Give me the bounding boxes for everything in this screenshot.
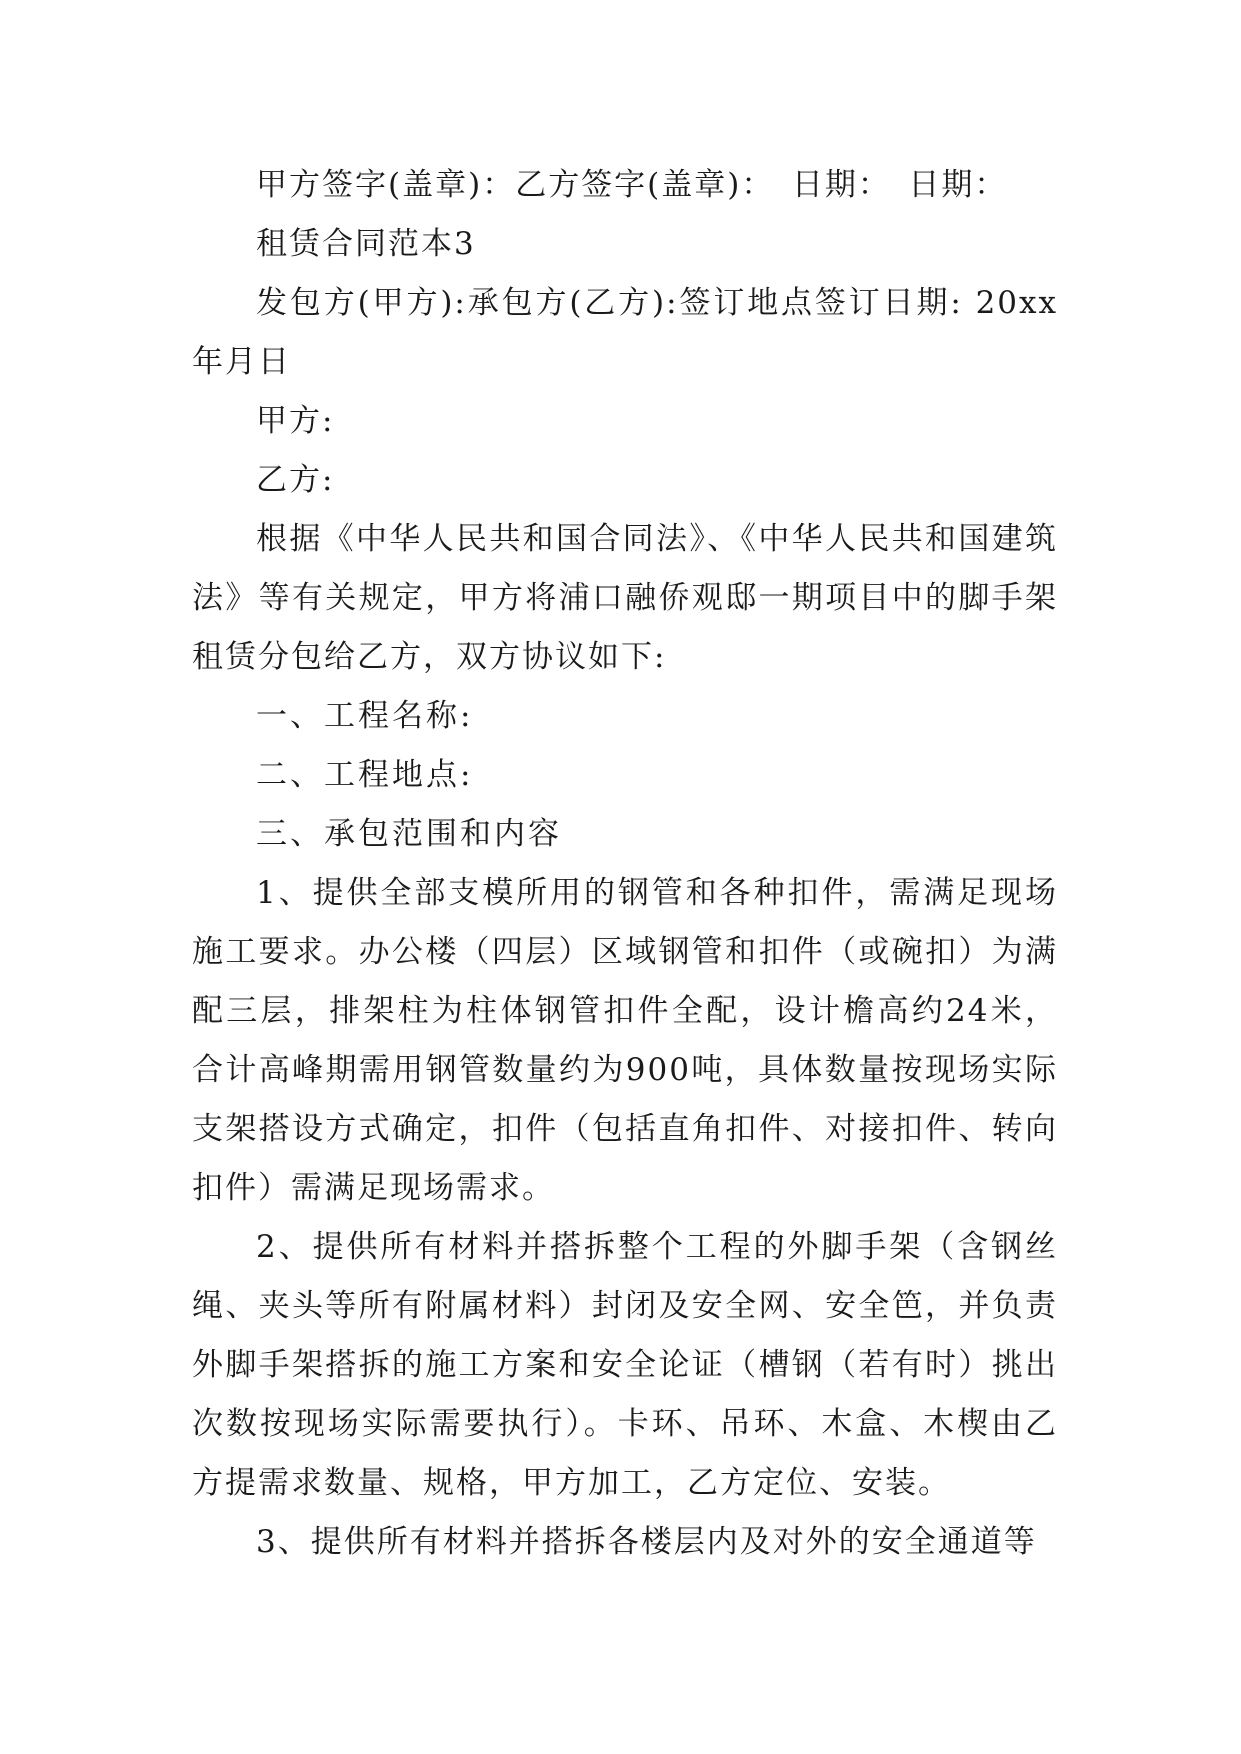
party-b-line: 乙方: — [256, 462, 335, 498]
signature-line: 甲方签字(盖章)：乙方签字(盖章)： 日期： 日期： — [256, 167, 1008, 203]
document-page — [192, 156, 1058, 1572]
section-project-location: 二、工程地点: — [256, 757, 474, 793]
scope-item-3: 3、提供所有材料并搭拆各楼层内及对外的安全通道等 — [256, 1524, 1037, 1560]
party-a-line: 甲方: — [256, 403, 335, 439]
contract-title: 租赁合同范本3 — [256, 226, 476, 262]
parties-line: 发包方(甲方):承包方(乙方):签订地点签订日期: 20xx年月日 — [192, 285, 1058, 380]
scope-item-1: 1、提供全部支模所用的钢管和各种扣件，需满足现场施工要求。办公楼（四层）区域钢管和扣件（或碗扣）为满配三层，排架柱为柱体钢管扣件全配，设计檐高约24米，合计高峰期需用钢管数量约为900吨，具体数量按现场实际支架搭设方式确定，扣件（包括直角扣件、对接扣件、转向扣件）需满足现场需求。 — [192, 875, 1058, 1206]
section-scope-heading: 三、承包范围和内容 — [256, 816, 562, 852]
scope-item-2: 2、提供所有材料并搭拆整个工程的外脚手架（含钢丝绳、夹头等所有附属材料）封闭及安全网、安全笆，并负责外脚手架搭拆的施工方案和安全论证（槽钢（若有时）挑出次数按现场实际需要执行）。卡环、吊环、木盒、木楔由乙方提需求数量、规格，甲方加工，乙方定位、安装。 — [192, 1229, 1058, 1501]
preamble-paragraph: 根据《中华人民共和国合同法》、《中华人民共和国建筑法》等有关规定，甲方将浦口融侨观邸一期项目中的脚手架租赁分包给乙方，双方协议如下: — [192, 521, 1058, 675]
section-project-name: 一、工程名称: — [256, 698, 474, 734]
